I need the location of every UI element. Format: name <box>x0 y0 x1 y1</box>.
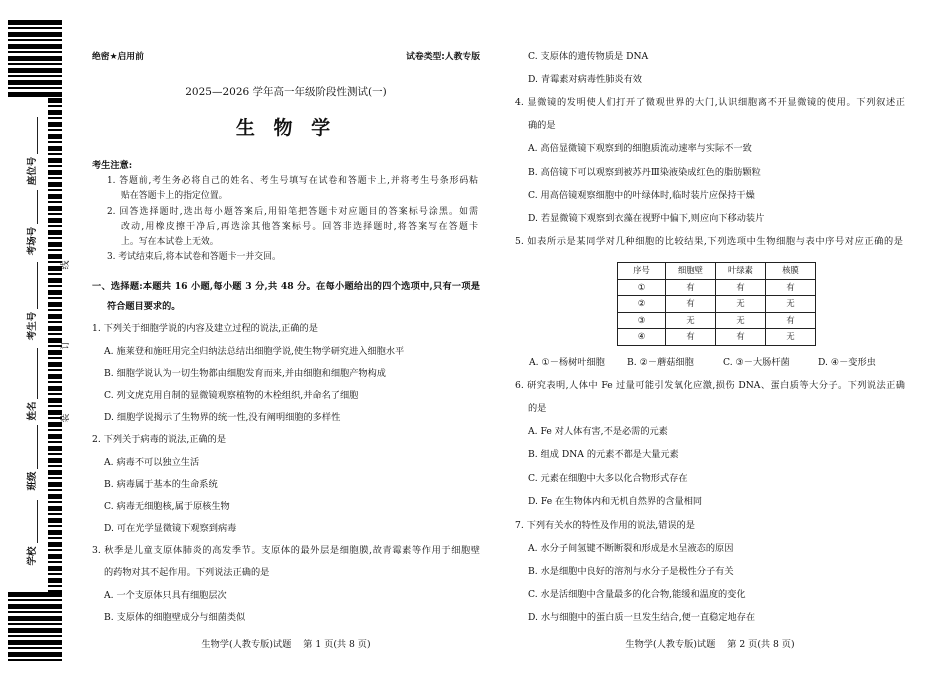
school-label: 学校 <box>27 546 38 566</box>
question-5-option-b: B. ②－蘑菇细胞 <box>627 357 694 368</box>
question-4-option-c: C. 用高倍镜观察细胞中的叶绿体时,临时装片应保持干燥 <box>528 190 755 201</box>
exam-title: 2025—2026 学年高一年级阶段性测试(一) <box>185 86 387 98</box>
table-cell: 无 <box>766 296 816 313</box>
table-header-cell: 叶绿素 <box>716 263 766 280</box>
candidate-no-label: 考生号 <box>27 311 38 341</box>
question-2-option-b: B. 病毒属于基本的生命系统 <box>104 479 218 490</box>
notice-item-2-line-2: 改动,用橡皮擦干净后,再选涂其他答案标号。回答非选择题时,将答案写在答题卡 <box>121 222 478 232</box>
paper-type: 试卷类型:人教专版 <box>406 52 480 62</box>
table-cell: 无 <box>766 329 816 346</box>
secret-label: 绝密★启用前 <box>92 52 144 62</box>
exam-room-label: 考场号 <box>27 226 38 256</box>
notice-item-3-line-1: 3. 考试结束后,将本试卷和答题卡一并交回。 <box>107 252 281 262</box>
section-heading-line-2: 符合题目要求的。 <box>107 301 181 312</box>
question-4-option-d: D. 若显微镜下观察到衣藻在视野中偏下,则应向下移动装片 <box>528 213 765 224</box>
question-5-option-d: D. ④－变形虫 <box>818 357 876 368</box>
table-header-cell: 细胞壁 <box>666 263 716 280</box>
table-header-cell: 核膜 <box>766 263 816 280</box>
table-cell: 有 <box>716 329 766 346</box>
question-6-option-a: A. Fe 对人体有害,不是必需的元素 <box>528 426 668 437</box>
table-cell: ④ <box>618 329 666 346</box>
question-1-option-b: B. 细胞学说认为一切生物都由细胞发育而来,并由细胞和细胞产物构成 <box>104 368 386 379</box>
question-3-stem-line-1: 3. 秋季是儿童支原体肺炎的高发季节。支原体的最外层是细胞膜,故青霉素等作用于细胞壁 <box>92 545 480 556</box>
binding-stripes-bottom <box>8 592 62 664</box>
table-row <box>618 279 816 296</box>
table-cell: 无 <box>666 312 716 329</box>
name-label: 姓名 <box>27 401 38 421</box>
table-cell: 无 <box>716 296 766 313</box>
question-6-option-c: C. 元素在细胞中大多以化合物形式存在 <box>528 473 688 484</box>
cut-mark-zhuang: 装 <box>61 413 71 423</box>
table-row <box>618 329 816 346</box>
question-2-option-d: D. 可在光学显微镜下观察到病毒 <box>104 523 237 534</box>
notice-item-2-line-3: 上。写在本试卷上无效。 <box>121 237 219 247</box>
subject-title: 生 物 学 <box>235 117 337 139</box>
section-heading-line-1: 一、选择题:本题共 16 小题,每小题 3 分,共 48 分。在每小题给出的四个选项中,只有一项是 <box>92 281 480 292</box>
table-cell: 有 <box>666 329 716 346</box>
table-cell: 有 <box>666 296 716 313</box>
question-7-option-c: C. 水是活细胞中含量最多的化合物,能缓和温度的变化 <box>528 589 746 600</box>
question-5-stem: 5. 如表所示是某同学对几种细胞的比较结果,下列选项中生物细胞与表中序号对应正确的是 <box>515 236 903 247</box>
table-row <box>618 296 816 313</box>
question-3-stem-line-2: 的药物对其不起作用。下列说法正确的是 <box>104 567 270 578</box>
question-6-option-d: D. Fe 在生物体内和无机自然界的含量相同 <box>528 496 703 507</box>
table-row <box>618 312 816 329</box>
question-7-option-a: A. 水分子间氢键不断断裂和形成是水呈液态的原因 <box>528 543 734 554</box>
table-cell: 有 <box>766 312 816 329</box>
question-3-option-a: A. 一个支原体只具有细胞层次 <box>104 590 227 601</box>
question-5-option-c: C. ③－大肠杆菌 <box>723 357 790 368</box>
table-cell: 无 <box>716 312 766 329</box>
question-1-option-a: A. 施莱登和施旺用完全归纳法总结出细胞学说,使生物学研究进入细胞水平 <box>104 346 405 357</box>
notice-item-1-line-2: 贴在答题卡上的指定位置。 <box>121 191 228 201</box>
question-6-stem-line-1: 6. 研究表明,人体中 Fe 过量可能引发氧化应激,损伤 DNA、蛋白质等大分子。下列说法正确 <box>515 380 905 391</box>
page-1-footer <box>92 639 480 651</box>
question-7-stem: 7. 下列有关水的特性及作用的说法,错误的是 <box>515 520 695 531</box>
question-1-stem: 1. 下列关于细胞学说的内容及建立过程的说法,正确的是 <box>92 323 318 334</box>
table-cell: ① <box>618 279 666 296</box>
question-5-option-a: A. ①－杨树叶细胞 <box>529 357 605 368</box>
seat-no-label: 座位号 <box>27 156 38 186</box>
question-2-stem: 2. 下列关于病毒的说法,正确的是 <box>92 434 227 445</box>
question-4-stem-line-2: 确的是 <box>528 120 556 131</box>
question-2-option-a: A. 病毒不可以独立生活 <box>104 457 200 468</box>
table-header-row <box>618 263 816 280</box>
table-cell: 有 <box>716 279 766 296</box>
question-2-option-c: C. 病毒无细胞核,属于原核生物 <box>104 501 230 512</box>
question-1-option-d: D. 细胞学说揭示了生物界的统一性,没有阐明细胞的多样性 <box>104 412 341 423</box>
notice-item-1-line-1: 1. 答题前,考生务必将自己的姓名、考生号填写在试卷和答题卡上,并将考生号条形码粘 <box>107 176 478 186</box>
question-7-option-b: B. 水是细胞中良好的溶剂与水分子是极性分子有关 <box>528 566 734 577</box>
cut-mark-xian: 线 <box>61 260 71 270</box>
question-1-option-c: C. 列文虎克用自制的显微镜观察植物的木栓组织,并命名了细胞 <box>104 390 359 401</box>
cut-mark-ding: 订 <box>61 340 71 350</box>
question-6-option-b: B. 组成 DNA 的元素不都是大量元素 <box>528 449 679 460</box>
notice-item-2-line-1: 2. 回答选择题时,选出每小题答案后,用铅笔把答题卡对应题目的答案标号涂黑。如需 <box>107 207 478 217</box>
question-4-option-a: A. 高倍显微镜下观察到的细胞质流动速率与实际不一致 <box>528 143 752 154</box>
page-1-footer-page: 第 1 页(共 8 页) <box>303 639 371 650</box>
notice-heading: 考生注意: <box>92 160 133 171</box>
page-2-footer-page: 第 2 页(共 8 页) <box>727 639 795 650</box>
question-3-option-b: B. 支原体的细胞壁成分与细菌类似 <box>104 612 246 623</box>
question-4-stem-line-1: 4. 显微镜的发明使人们打开了微观世界的大门,认识细胞离不开显微镜的使用。下列叙述正 <box>515 97 905 108</box>
class-label: 班级 <box>27 471 38 491</box>
table-cell: 有 <box>666 279 716 296</box>
question-6-stem-line-2: 的是 <box>528 403 547 414</box>
question-3-option-d: D. 青霉素对病毒性肺炎有效 <box>528 74 642 85</box>
table-cell: ② <box>618 296 666 313</box>
page-2-footer-subject: 生物学(人教专版)试题 <box>625 639 716 650</box>
table-header-cell: 序号 <box>618 263 666 280</box>
cell-comparison-table <box>617 262 816 346</box>
candidate-no-blank-line <box>37 262 38 309</box>
page-1-footer-subject: 生物学(人教专版)试题 <box>201 639 292 650</box>
question-3-option-c: C. 支原体的遗传物质是 DNA <box>528 51 649 62</box>
question-7-option-d: D. 水与细胞中的蛋白质一旦发生结合,便一直稳定地存在 <box>528 612 756 623</box>
table-cell: ③ <box>618 312 666 329</box>
question-4-option-b: B. 高倍镜下可以观察到被苏丹Ⅲ染液染成红色的脂肪颗粒 <box>528 167 761 178</box>
page-2-footer <box>515 639 905 651</box>
table-cell: 有 <box>766 279 816 296</box>
binding-stripes-top <box>8 20 62 98</box>
